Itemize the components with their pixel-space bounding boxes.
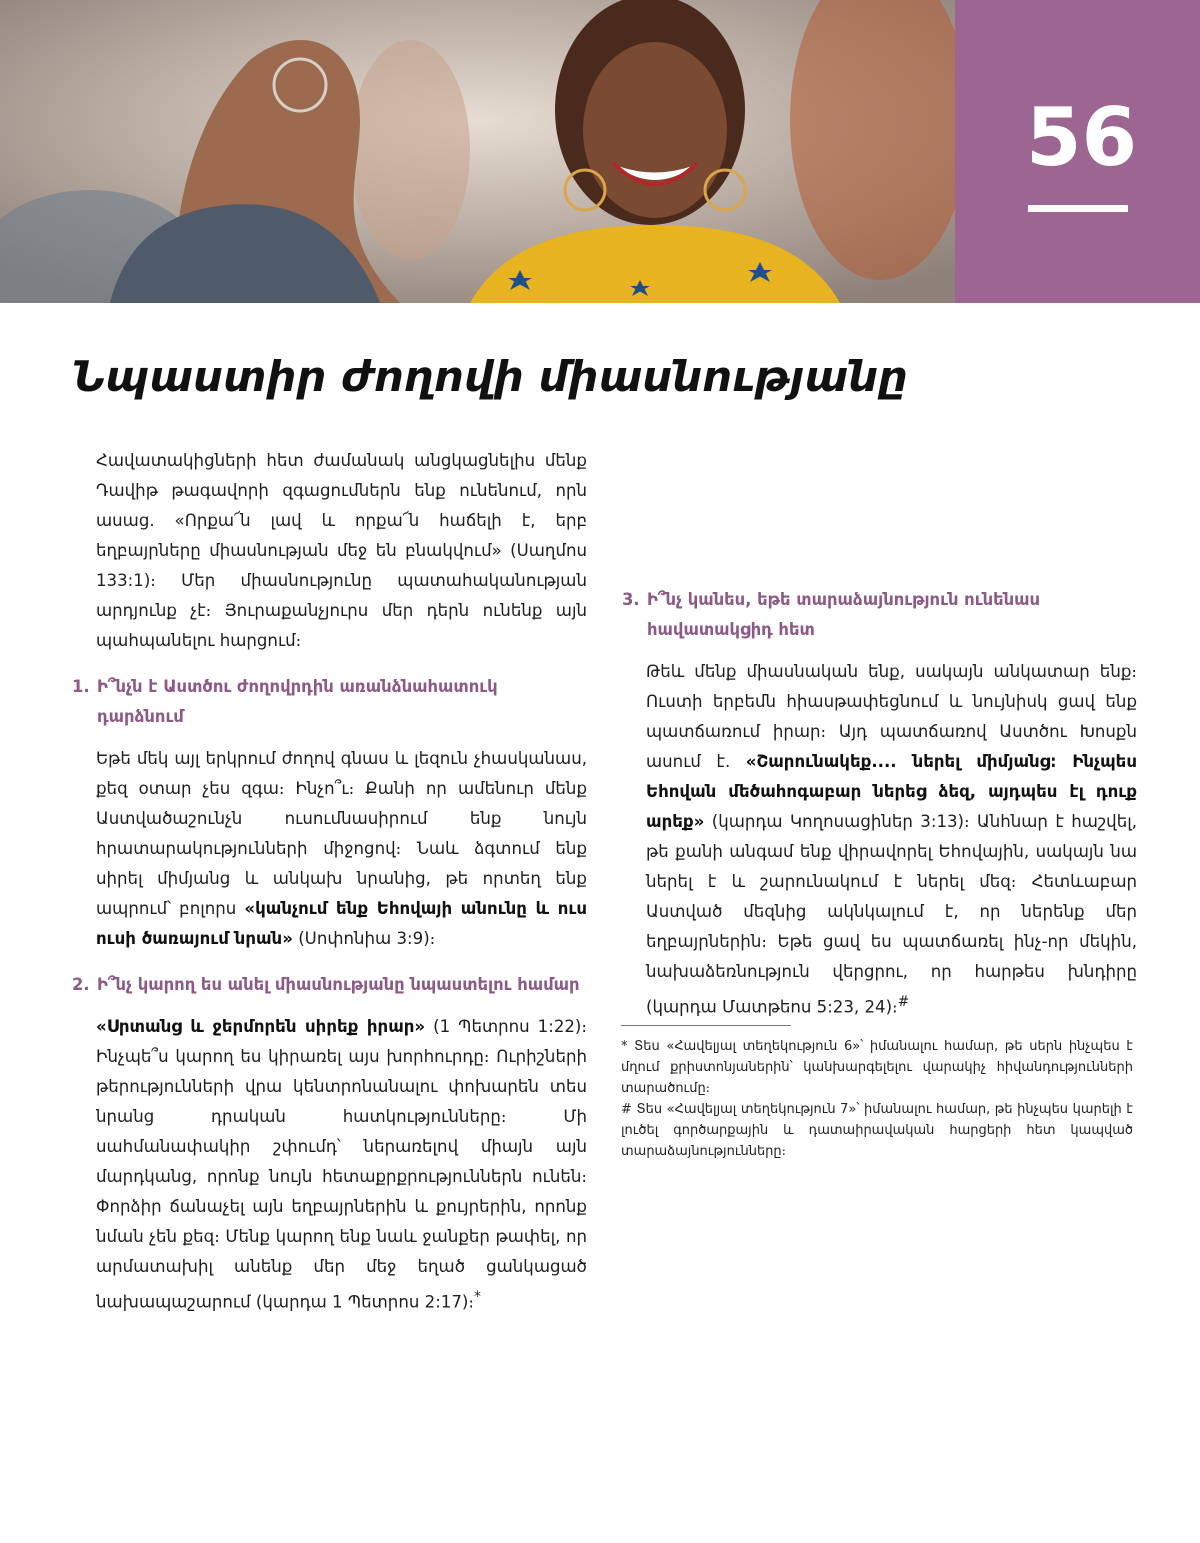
lesson-number: 56 [1025, 91, 1138, 184]
photo-two-women-talking-icon [0, 0, 955, 303]
answer-1 [96, 744, 587, 954]
question-number: 2. [72, 975, 90, 994]
hero-photo [0, 0, 955, 303]
answer-text: (1 Պետրոս 1:22)։ Ինչպե՞ս կարող ես կիրառել այս խորհուրդը։ Ուրիշների թերությունների վրա կենտրոնանալու փոխարեն տես նրանց դրական հատկությունները։ Մի սահմանափակիր շփումդ՝ ներառելով միայն այն մարդկանց, որոնք նույն հետաքրքրություններն ունեն։ Փորձիր ճանաչել այն եղբայրներին և քույրերին, որոնք նման չեն քեզ։ Մենք կարող ենք նաև ջանքեր թափել, որ արմատախիլ անենք մեր մեջ եղած ցանկացած նախապաշարում (կարդա 1 Պետրոս 2:17)։ [96, 1017, 587, 1312]
scripture-reference: (կարդա Կողոսացիներ 3:13)։ Անհնար է հաշվել, թե քանի անգամ ենք վիրավորել Եհովային, սակայն նա ներել է և շարունակում է ներել մեզ։ Հետևաբար Աստված մեզնից ակնկալում է, որ ներենք մեր եղբայրներին։ Եթե ցավ ես պատճառել ինչ-որ մեկին, նախաձեռնություն վերցրու, որ հարթես խնդիրը (կարդա Մատթեոս 5:23, 24)։ [646, 812, 1137, 1017]
question-number: 3. [622, 590, 640, 609]
question-text: Ի՞նչն է Աստծու ժողովրդին առանձնահատուկ դարձնում [97, 677, 498, 726]
footnote-2: # Տես «Հավելյալ տեղեկություն 7»՝ իմանալու համար, թե ինչպես կարելի է լուծել գործարքային և դատաիրավական հարցերի հետ կապված տարաձայնությունները։ [621, 1102, 1133, 1159]
scripture-quote: «կանչում ենք Եհովայի անունը և ուս ուսի ծառայում նրան» [96, 899, 587, 948]
footnote-marker: * [473, 1289, 481, 1305]
answer-text: Թեև մենք միասնական ենք, սակայն անկատար ենք։ Ուստի երբեմն հիասթափեցնում և նույնիսկ ցավ ենք պատճառում իրար։ Այդ պատճառով Աստծու Խոսքն ասում է. [646, 662, 1137, 771]
question-3 [622, 585, 1137, 645]
right-column [622, 449, 1137, 1023]
answer-text: Եթե մեկ այլ երկրում ժողով գնաս և լեզուն չհասկանաս, քեզ օտար չես զգա։ Ինչո՞ւ։ Քանի որ ամենուր մենք Աստվածաշունչն ուսումնասիրում ենք նույն հրատարակությունների միջոցով։ Նաև ձգտում ենք սիրել միմյանց և անկախ նրանից, թե որտեղ ենք ապրում՝ բոլորս [96, 749, 587, 918]
question-2 [72, 970, 587, 1000]
page-title: Նպաստիր ժողովի միասնությանը [72, 352, 909, 401]
lesson-badge [955, 0, 1200, 303]
question-text: Ի՞նչ կարող ես անել միասնությանը նպաստելու համար [97, 975, 580, 994]
intro-paragraph: Հավատակիցների հետ ժամանակ անցկացնելիս մենք Դավիթ թագավորի զգացումներն ենք ունենում, որն ասաց. «Որքա՜ն լավ և որքա՜ն հաճելի է, երբ եղբայրները միասնության մեջ են բնակվում» (Սաղմոս 133:1)։ Մեր միասնությունը պատահականության արդյունք չէ։ Յուրաքանչյուրս մեր դերն ունենք այն պահպանելու հարցում։ [96, 451, 587, 650]
footnote-1: * Տես «Հավելյալ տեղեկություն 6»՝ իմանալու համար, թե սերն ինչպես է մղում քրիստոնյաներին՝ կանխարգելելու վարակիչ հիվանդությունների տարածումը։ [621, 1039, 1133, 1096]
footnote-marker: # [897, 994, 910, 1010]
answer-3 [646, 657, 1137, 1023]
footnote-divider [621, 1025, 791, 1026]
question-text: Ի՞նչ կանես, եթե տարաձայնություն ունենաս հավատակցիդ հետ [647, 590, 1041, 639]
scripture-reference: (Սոփոնիա 3:9)։ [292, 929, 436, 948]
scripture-quote: «Սրտանց և ջերմորեն սիրեք իրար» [96, 1017, 426, 1036]
lesson-underline [1028, 205, 1128, 212]
question-number: 1. [72, 677, 90, 696]
answer-2-continuation [646, 449, 1137, 455]
scripture-quote: «Շարունակեք.... ներել միմյանց։ Ինչպես Եհովան մեծահոգաբար ներեց ձեզ, այդպես էլ դուք արեք» [646, 752, 1137, 831]
answer-2 [96, 1012, 587, 1312]
answer-2-continued [646, 449, 1137, 569]
question-1 [72, 672, 587, 732]
left-column [72, 446, 587, 1312]
footnotes [621, 1036, 1133, 1162]
